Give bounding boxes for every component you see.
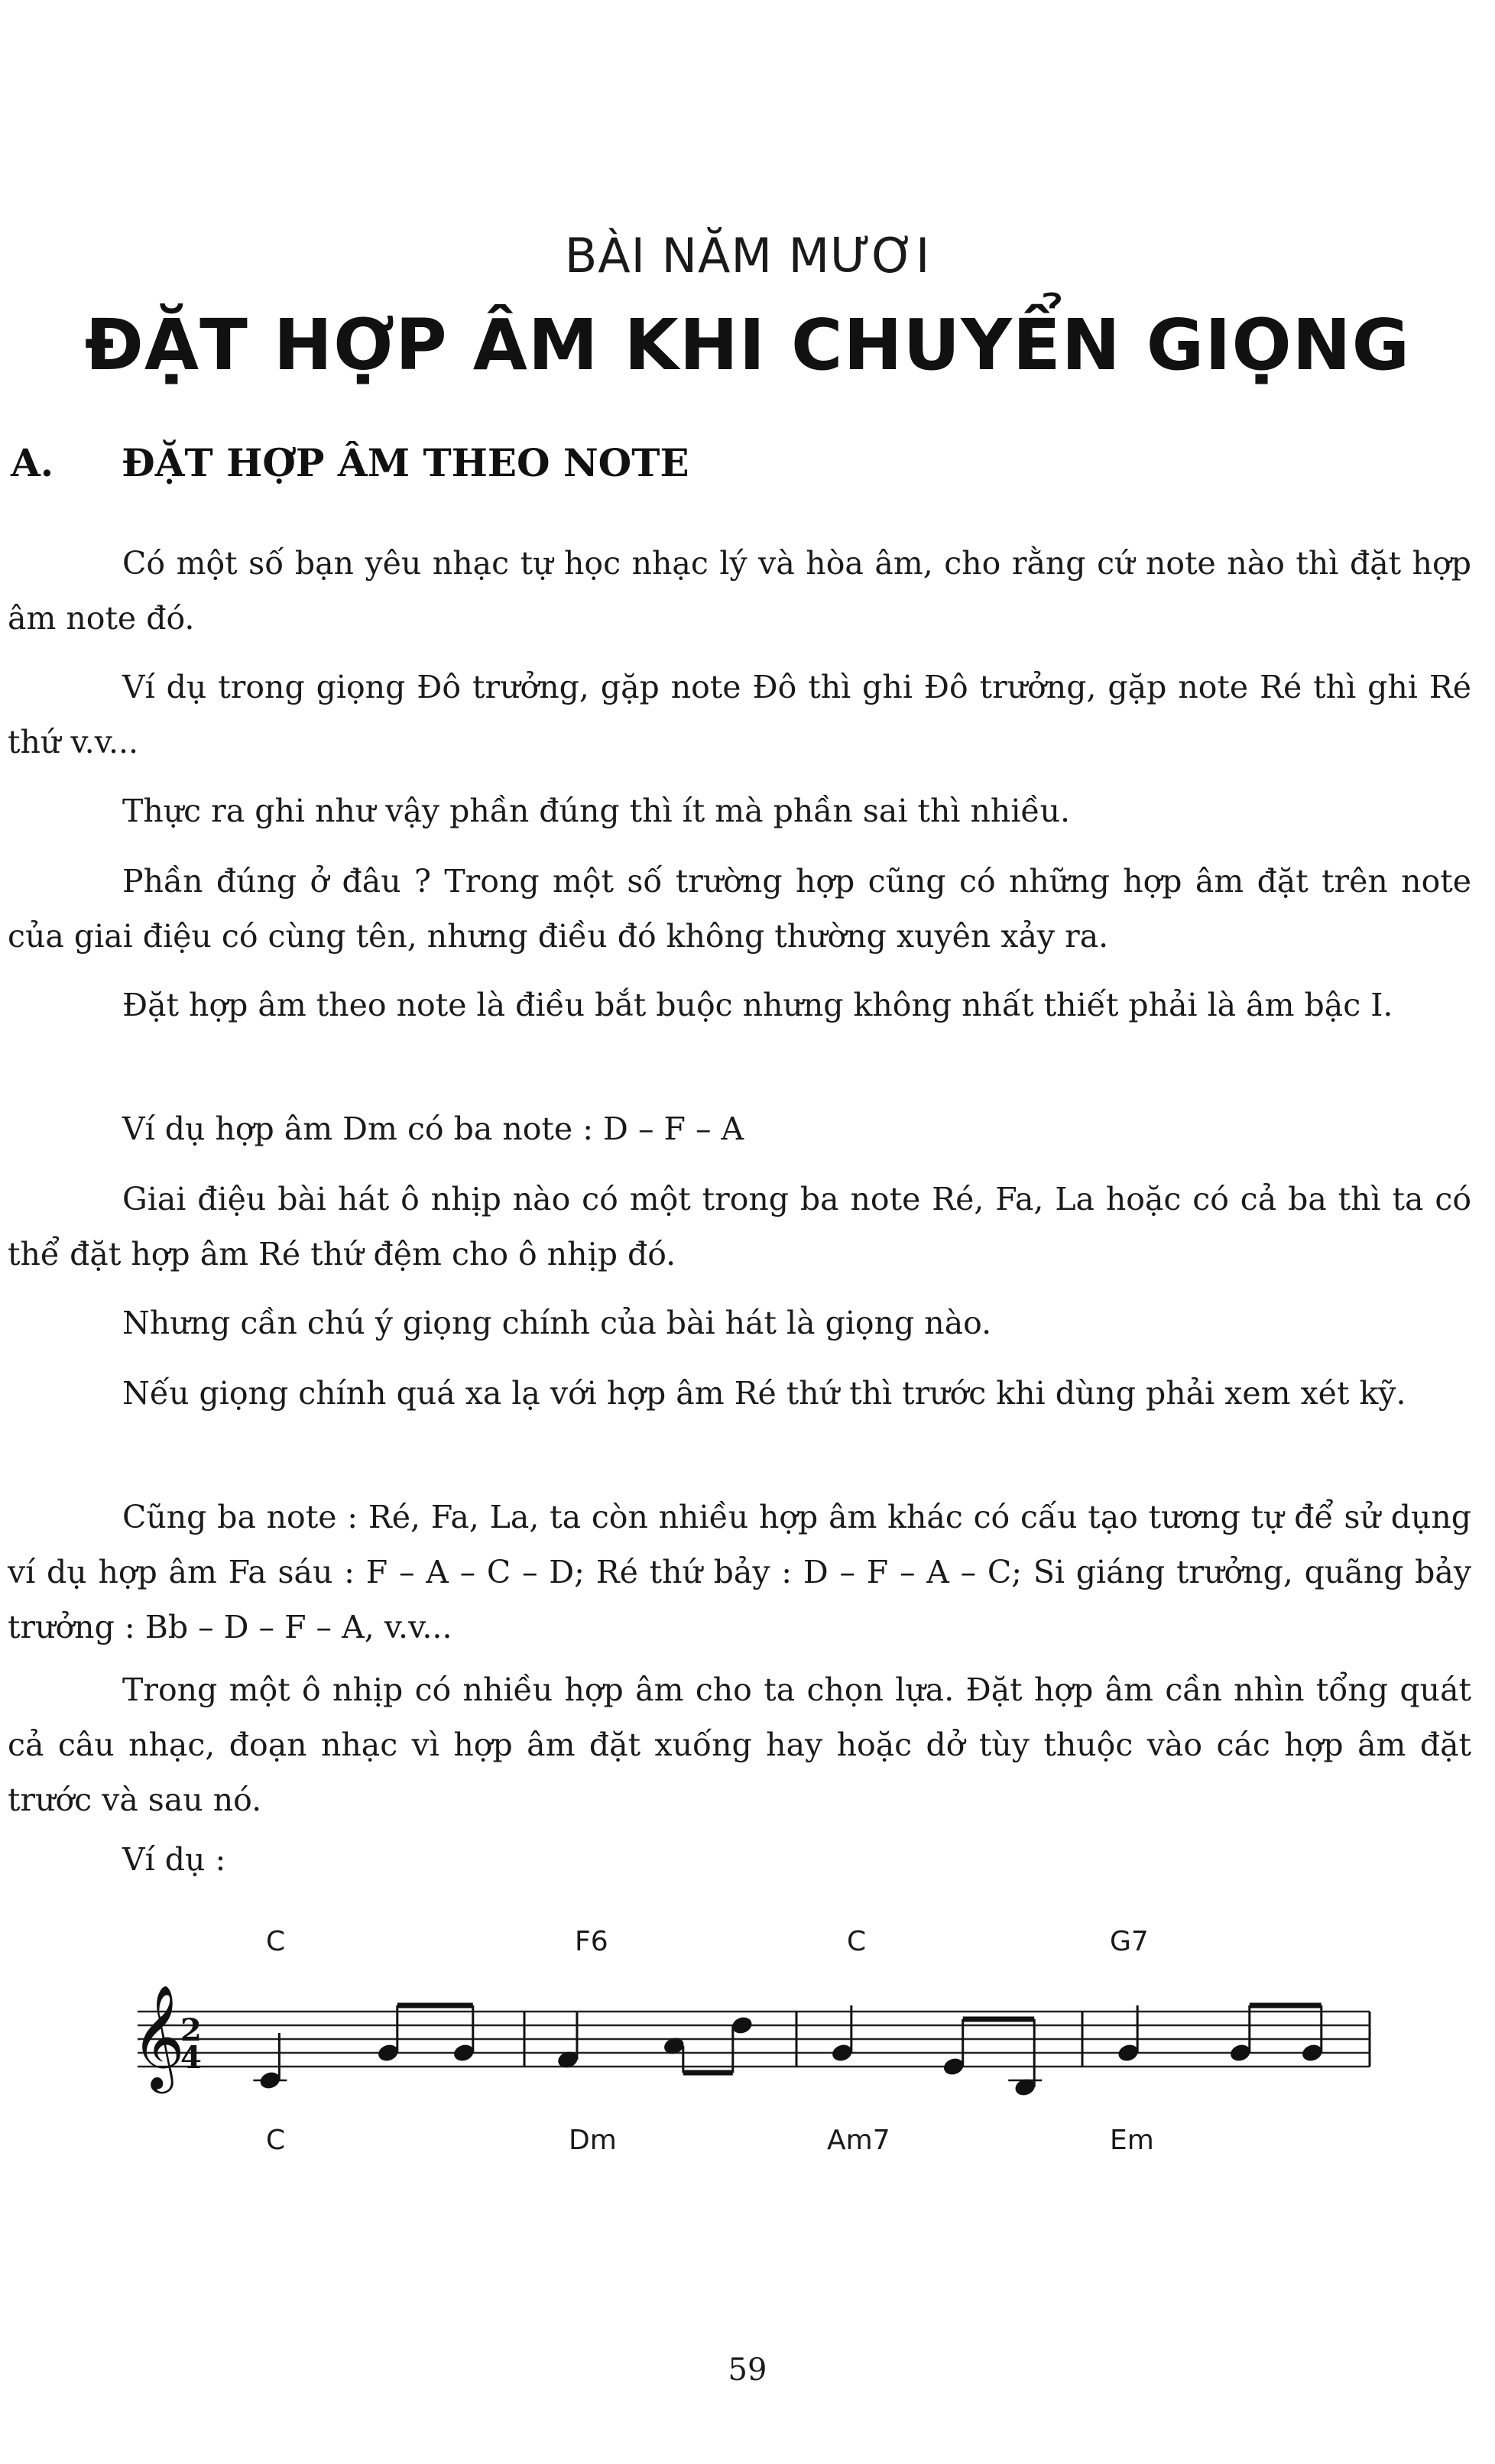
chord-above-2: F6 bbox=[575, 1926, 608, 1957]
chord-above-4: G7 bbox=[1110, 1926, 1149, 1957]
page-title: ĐẶT HỢP ÂM KHI CHUYỂN GIỌNG bbox=[84, 304, 1411, 386]
page-number: 59 bbox=[728, 2352, 767, 2388]
section-title: ĐẶT HỢP ÂM THEO NOTE bbox=[122, 440, 689, 485]
chord-above-3: C bbox=[847, 1926, 867, 1957]
paragraph-8: Nhưng cần chú ý giọng chính của bài hát là giọng nào. bbox=[122, 1305, 992, 1341]
chapter-heading: BÀI NĂM MƯƠI bbox=[564, 228, 931, 284]
section-heading bbox=[11, 440, 689, 485]
paragraph-6: Ví dụ hợp âm Dm có ba note : D – F – A bbox=[122, 1110, 744, 1147]
chord-below-2: Dm bbox=[569, 2125, 617, 2156]
staff-lines bbox=[138, 2012, 1370, 2067]
section-letter: A. bbox=[11, 440, 54, 485]
paragraph-9: Nếu giọng chính quá xa lạ với hợp âm Ré thứ thì trước khi dùng phải xem xét kỹ. bbox=[122, 1375, 1406, 1412]
notes bbox=[253, 2005, 1324, 2098]
paragraph-example-label: Ví dụ : bbox=[122, 1841, 226, 1878]
paragraph-11: Trong một ô nhịp có nhiều hợp âm cho ta chọn lựa. Đặt hợp âm cần nhìn tổng quát cả câu nhạc, đoạn nhạc vì hợp âm đặt xuống hay hoặc dở tùy thuộc vào các hợp âm đặt trước và sau nó. bbox=[8, 1671, 1471, 1818]
chord-below-1: C bbox=[266, 2125, 286, 2156]
time-signature-bottom: 4 bbox=[180, 2040, 202, 2076]
chord-below-3: Am7 bbox=[827, 2125, 890, 2156]
paragraph-4: Phần đúng ở đâu ? Trong một số trường hợp cũng có những hợp âm đặt trên note của giai điệu có cùng tên, nhưng điều đó không thường xuyên xảy ra. bbox=[8, 863, 1471, 955]
paragraph-2: Ví dụ trong giọng Đô trưởng, gặp note Đô thì ghi Đô trưởng, gặp note Ré thì ghi Ré thứ v.v... bbox=[8, 669, 1471, 760]
paragraph-3: Thực ra ghi như vậy phần đúng thì ít mà phần sai thì nhiều. bbox=[122, 793, 1071, 829]
paragraph-1: Có một số bạn yêu nhạc tự học nhạc lý và hòa âm, cho rằng cứ note nào thì đặt hợp âm note đó. bbox=[8, 545, 1471, 637]
chord-below-4: Em bbox=[1110, 2125, 1154, 2156]
music-staff bbox=[0, 1964, 1495, 2132]
paragraph-7: Giai điệu bài hát ô nhịp nào có một trong ba note Ré, Fa, La hoặc có cả ba thì ta có thể đặt hợp âm Ré thứ đệm cho ô nhịp đó. bbox=[8, 1181, 1471, 1273]
time-signature-top: 2 bbox=[180, 2012, 202, 2048]
treble-clef-icon bbox=[131, 1983, 185, 2093]
chord-above-1: C bbox=[266, 1926, 286, 1957]
paragraph-5: Đặt hợp âm theo note là điều bắt buộc nhưng không nhất thiết phải là âm bậc I. bbox=[122, 987, 1393, 1023]
paragraph-10: Cũng ba note : Ré, Fa, La, ta còn nhiều hợp âm khác có cấu tạo tương tự để sử dụng ví dụ hợp âm Fa sáu : F – A – C – D; Ré thứ bảy : D – F – A – C; Si giáng trưởng, quãng bảy trưởng : Bb – D – F – A, v.v... bbox=[8, 1499, 1471, 1645]
svg-text:𝄞: 𝄞 bbox=[131, 1983, 185, 2089]
